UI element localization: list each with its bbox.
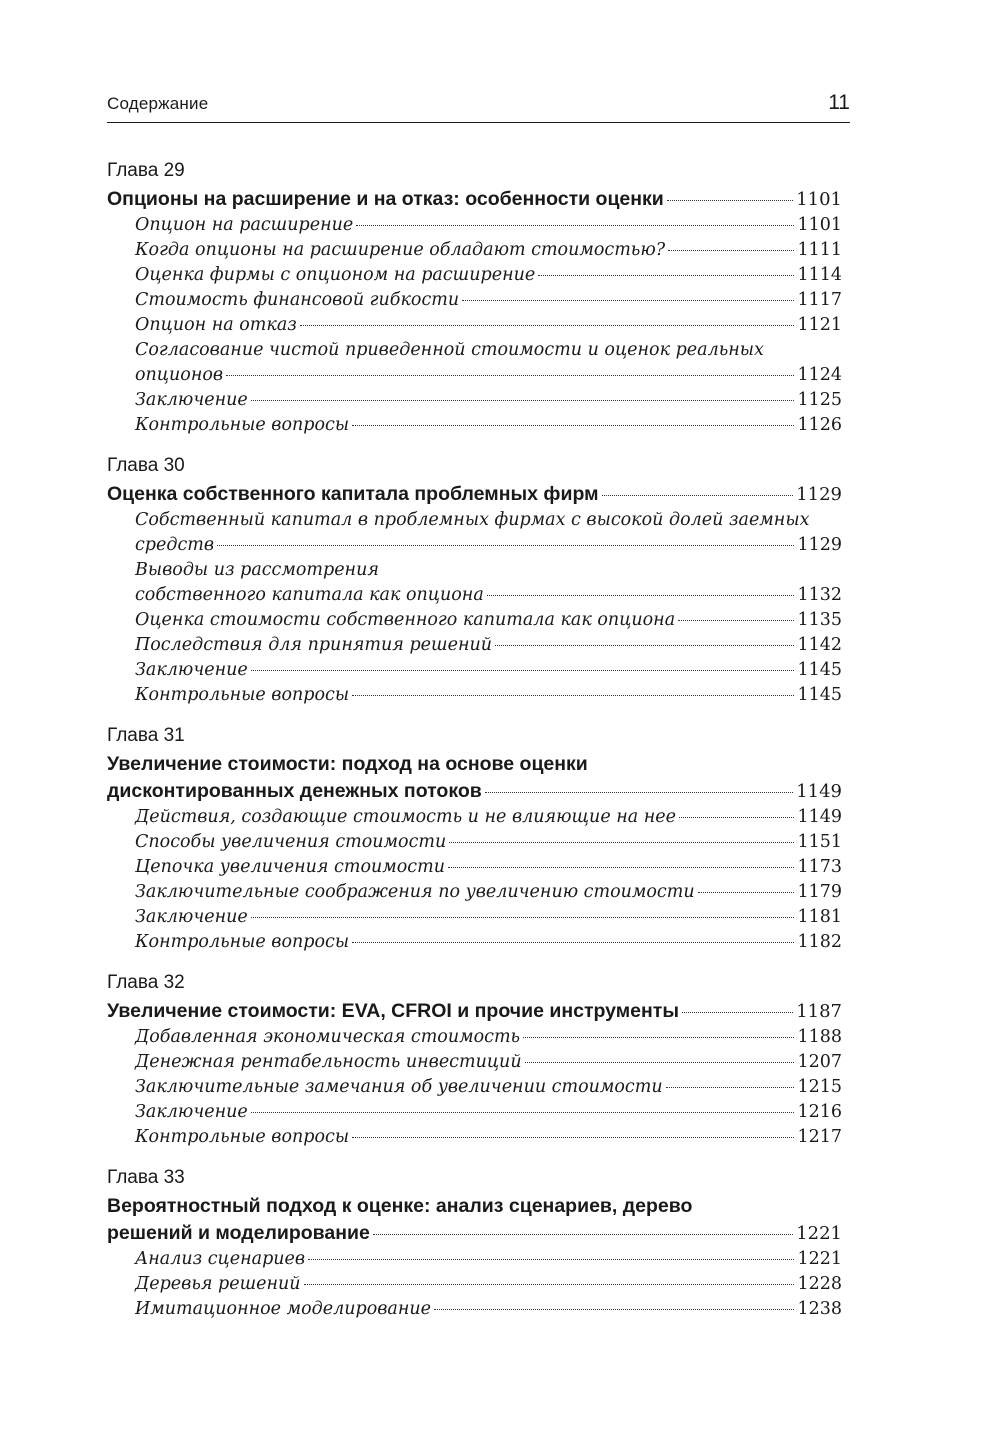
dot-leader bbox=[226, 375, 794, 376]
chapter-label: Глава 33 bbox=[107, 1167, 185, 1188]
section-page-number: 1215 bbox=[797, 1077, 842, 1097]
section-page-number: 1188 bbox=[797, 1027, 842, 1047]
section-row bbox=[135, 1050, 842, 1075]
dot-leader bbox=[678, 620, 794, 621]
section-page-number: 1228 bbox=[797, 1274, 842, 1294]
dot-leader bbox=[679, 817, 794, 818]
section-title: Анализ сценариев bbox=[135, 1249, 306, 1269]
section-title: Опцион на отказ bbox=[135, 315, 297, 335]
section-entry[interactable] bbox=[135, 508, 842, 558]
chapter-page-number: 1101 bbox=[796, 189, 842, 210]
section-entry[interactable] bbox=[135, 213, 842, 238]
section-page-number: 1114 bbox=[797, 265, 842, 285]
section-entry[interactable] bbox=[135, 805, 842, 830]
section-entry[interactable] bbox=[135, 558, 842, 608]
section-entry[interactable] bbox=[135, 608, 842, 633]
section-title: Цепочка увеличения стоимости bbox=[135, 857, 445, 877]
section-entry[interactable] bbox=[135, 683, 842, 708]
section-title: Заключение bbox=[135, 390, 248, 410]
section-page-number: 1117 bbox=[797, 290, 842, 310]
section-entry[interactable] bbox=[135, 855, 842, 880]
dot-leader bbox=[523, 1037, 794, 1038]
section-row bbox=[135, 313, 842, 338]
section-title: Когда опционы на расширение обладают стоимостью? bbox=[135, 240, 666, 260]
section-row bbox=[135, 683, 842, 708]
section-page-number: 1179 bbox=[797, 882, 842, 902]
section-title: Оценка фирмы с опционом на расширение bbox=[135, 265, 536, 285]
chapter-title-text: Оценка собственного капитала проблемных фирм bbox=[107, 483, 599, 505]
section-title-line: Согласование чистой приведенной стоимости и оценок реальных bbox=[135, 340, 764, 360]
section-row bbox=[135, 388, 842, 413]
chapter-title-line: Увеличение стоимости: подход на основе оценки bbox=[107, 753, 588, 775]
section-title: Действия, создающие стоимость и не влияющие на нее bbox=[135, 807, 677, 827]
section-page-number: 1145 bbox=[797, 660, 842, 680]
section-title: Деревья решений bbox=[135, 1274, 301, 1294]
dot-leader bbox=[462, 300, 794, 301]
dot-leader bbox=[352, 942, 794, 943]
section-entry[interactable] bbox=[135, 1247, 842, 1272]
section-title: Оценка стоимости собственного капитала как опциона bbox=[135, 610, 676, 630]
section-row bbox=[135, 1297, 842, 1322]
section-page-number: 1221 bbox=[797, 1249, 842, 1269]
section-entry[interactable] bbox=[135, 238, 842, 263]
dot-leader bbox=[373, 1234, 793, 1235]
chapter-label: Глава 30 bbox=[107, 455, 185, 476]
dot-leader bbox=[251, 1112, 795, 1113]
section-entry[interactable] bbox=[135, 1025, 842, 1050]
section-page-number: 1132 bbox=[797, 585, 842, 605]
section-entry[interactable] bbox=[135, 338, 842, 388]
section-row bbox=[135, 583, 842, 608]
dot-leader bbox=[352, 425, 794, 426]
chapter-page-number: 1221 bbox=[796, 1223, 842, 1244]
dot-leader bbox=[352, 695, 794, 696]
dot-leader bbox=[251, 917, 795, 918]
section-row bbox=[135, 830, 842, 855]
section-entry[interactable] bbox=[135, 880, 842, 905]
section-entry[interactable] bbox=[135, 930, 842, 955]
table-of-contents bbox=[107, 158, 842, 1337]
dot-leader bbox=[304, 1284, 795, 1285]
chapter-block bbox=[107, 453, 842, 708]
section-entry[interactable] bbox=[135, 1075, 842, 1100]
section-title: Заключительные соображения по увеличению стоимости bbox=[135, 882, 695, 902]
section-title: Контрольные вопросы bbox=[135, 1127, 350, 1147]
dot-leader bbox=[217, 545, 794, 546]
section-row bbox=[135, 633, 842, 658]
section-row bbox=[135, 805, 842, 830]
chapter-page-number: 1187 bbox=[796, 1001, 842, 1022]
section-page-number: 1126 bbox=[797, 415, 842, 435]
dot-leader bbox=[251, 400, 795, 401]
section-row bbox=[135, 880, 842, 905]
chapter-title-link[interactable] bbox=[107, 481, 842, 508]
section-title: Контрольные вопросы bbox=[135, 685, 350, 705]
dot-leader bbox=[602, 495, 794, 496]
dot-leader bbox=[667, 200, 793, 201]
section-title: Заключение bbox=[135, 907, 248, 927]
dot-leader bbox=[308, 1259, 794, 1260]
section-entry[interactable] bbox=[135, 1100, 842, 1125]
section-page-number: 1145 bbox=[797, 685, 842, 705]
section-entry[interactable] bbox=[135, 1272, 842, 1297]
chapter-page-number: 1129 bbox=[796, 484, 842, 505]
page-number: 11 bbox=[828, 91, 850, 114]
section-title: Последствия для принятия решений bbox=[135, 635, 493, 655]
chapter-title-text: Опционы на расширение и на отказ: особенности оценки bbox=[107, 188, 664, 210]
dot-leader bbox=[487, 595, 795, 596]
chapter-title-link[interactable] bbox=[107, 1193, 842, 1247]
section-row bbox=[135, 1247, 842, 1272]
dot-leader bbox=[251, 670, 795, 671]
section-page-number: 1124 bbox=[797, 365, 842, 385]
dot-leader bbox=[300, 325, 795, 326]
section-row bbox=[135, 855, 842, 880]
section-row bbox=[135, 905, 842, 930]
section-page-number: 1182 bbox=[797, 932, 842, 952]
section-page-number: 1217 bbox=[797, 1127, 842, 1147]
dot-leader bbox=[666, 1087, 795, 1088]
section-row bbox=[135, 658, 842, 683]
section-row bbox=[135, 533, 842, 558]
section-entry[interactable] bbox=[135, 830, 842, 855]
section-row bbox=[135, 263, 842, 288]
section-entry[interactable] bbox=[135, 633, 842, 658]
dot-leader bbox=[698, 892, 795, 893]
chapter-title-entry bbox=[107, 998, 842, 1025]
section-row bbox=[135, 1075, 842, 1100]
section-page-number: 1125 bbox=[797, 390, 842, 410]
chapter-title-text: дисконтированных денежных потоков bbox=[107, 780, 482, 802]
section-entry[interactable] bbox=[135, 288, 842, 313]
section-row bbox=[135, 1025, 842, 1050]
section-row bbox=[135, 930, 842, 955]
section-page-number: 1151 bbox=[797, 832, 842, 852]
dot-leader bbox=[668, 250, 794, 251]
chapter-title-entry bbox=[107, 186, 842, 213]
chapter-title-line: Вероятностный подход к оценке: анализ сценариев, дерево bbox=[107, 1195, 693, 1217]
section-title: Способы увеличения стоимости bbox=[135, 832, 447, 852]
dot-leader bbox=[352, 1137, 794, 1138]
dot-leader bbox=[495, 645, 794, 646]
section-title: средств bbox=[135, 535, 215, 555]
section-row bbox=[135, 288, 842, 313]
section-entry[interactable] bbox=[135, 263, 842, 288]
dot-leader bbox=[525, 1062, 795, 1063]
section-title: Стоимость финансовой гибкости bbox=[135, 290, 460, 310]
dot-leader bbox=[485, 792, 793, 793]
section-entry[interactable] bbox=[135, 413, 842, 438]
section-entry[interactable] bbox=[135, 388, 842, 413]
section-title: опционов bbox=[135, 365, 224, 385]
section-row bbox=[135, 213, 842, 238]
section-title: Заключение bbox=[135, 1102, 248, 1122]
section-page-number: 1121 bbox=[797, 315, 842, 335]
section-title: Заключительные замечания об увеличении стоимости bbox=[135, 1077, 663, 1097]
section-page-number: 1129 bbox=[797, 535, 842, 555]
section-row bbox=[135, 413, 842, 438]
chapter-page-number: 1149 bbox=[796, 781, 842, 802]
chapter-title-link[interactable] bbox=[107, 998, 842, 1025]
section-page-number: 1149 bbox=[797, 807, 842, 827]
chapter-title-text: Увеличение стоимости: EVA, CFROI и прочие инструменты bbox=[107, 1000, 679, 1022]
section-title: собственного капитала как опциона bbox=[135, 585, 484, 605]
chapter-title-entry bbox=[107, 481, 842, 508]
section-title: Контрольные вопросы bbox=[135, 415, 350, 435]
section-entry[interactable] bbox=[135, 313, 842, 338]
section-row bbox=[135, 363, 842, 388]
chapter-label: Глава 32 bbox=[107, 972, 185, 993]
chapter-block bbox=[107, 1165, 842, 1322]
section-entry[interactable] bbox=[135, 658, 842, 683]
chapter-title-text: решений и моделирование bbox=[107, 1222, 370, 1244]
section-page-number: 1173 bbox=[797, 857, 842, 877]
running-head: Содержание bbox=[107, 94, 209, 113]
section-row bbox=[135, 1272, 842, 1297]
section-page-number: 1135 bbox=[797, 610, 842, 630]
section-row bbox=[135, 1100, 842, 1125]
chapter-block bbox=[107, 970, 842, 1150]
dot-leader bbox=[356, 225, 794, 226]
dot-leader bbox=[538, 275, 794, 276]
section-title-line: Выводы из рассмотрения bbox=[135, 560, 379, 580]
section-entry[interactable] bbox=[135, 1297, 842, 1322]
chapter-title-entry bbox=[107, 778, 842, 805]
dot-leader bbox=[434, 1309, 794, 1310]
chapter-label: Глава 31 bbox=[107, 725, 185, 746]
chapter-title-link[interactable] bbox=[107, 751, 842, 805]
chapter-label: Глава 29 bbox=[107, 160, 185, 181]
section-entry[interactable] bbox=[135, 905, 842, 930]
section-title: Контрольные вопросы bbox=[135, 932, 350, 952]
chapter-title-link[interactable] bbox=[107, 186, 842, 213]
section-page-number: 1238 bbox=[797, 1299, 842, 1319]
section-title-line: Собственный капитал в проблемных фирмах с высокой долей заемных bbox=[135, 510, 810, 530]
section-title: Добавленная экономическая стоимость bbox=[135, 1027, 521, 1047]
section-title: Заключение bbox=[135, 660, 248, 680]
section-entry[interactable] bbox=[135, 1125, 842, 1150]
section-page-number: 1216 bbox=[797, 1102, 842, 1122]
section-title: Опцион на расширение bbox=[135, 215, 354, 235]
section-page-number: 1142 bbox=[797, 635, 842, 655]
chapter-block bbox=[107, 723, 842, 955]
section-row bbox=[135, 608, 842, 633]
section-page-number: 1181 bbox=[797, 907, 842, 927]
section-page-number: 1101 bbox=[797, 215, 842, 235]
section-title: Имитационное моделирование bbox=[135, 1299, 432, 1319]
chapter-block bbox=[107, 158, 842, 438]
dot-leader bbox=[448, 867, 794, 868]
section-page-number: 1207 bbox=[797, 1052, 842, 1072]
section-entry[interactable] bbox=[135, 1050, 842, 1075]
dot-leader bbox=[682, 1012, 793, 1013]
page-header bbox=[107, 86, 850, 123]
section-row bbox=[135, 1125, 842, 1150]
chapter-title-entry bbox=[107, 1220, 842, 1247]
section-title: Денежная рентабельность инвестиций bbox=[135, 1052, 522, 1072]
section-row bbox=[135, 238, 842, 263]
section-page-number: 1111 bbox=[797, 240, 842, 260]
dot-leader bbox=[449, 842, 794, 843]
